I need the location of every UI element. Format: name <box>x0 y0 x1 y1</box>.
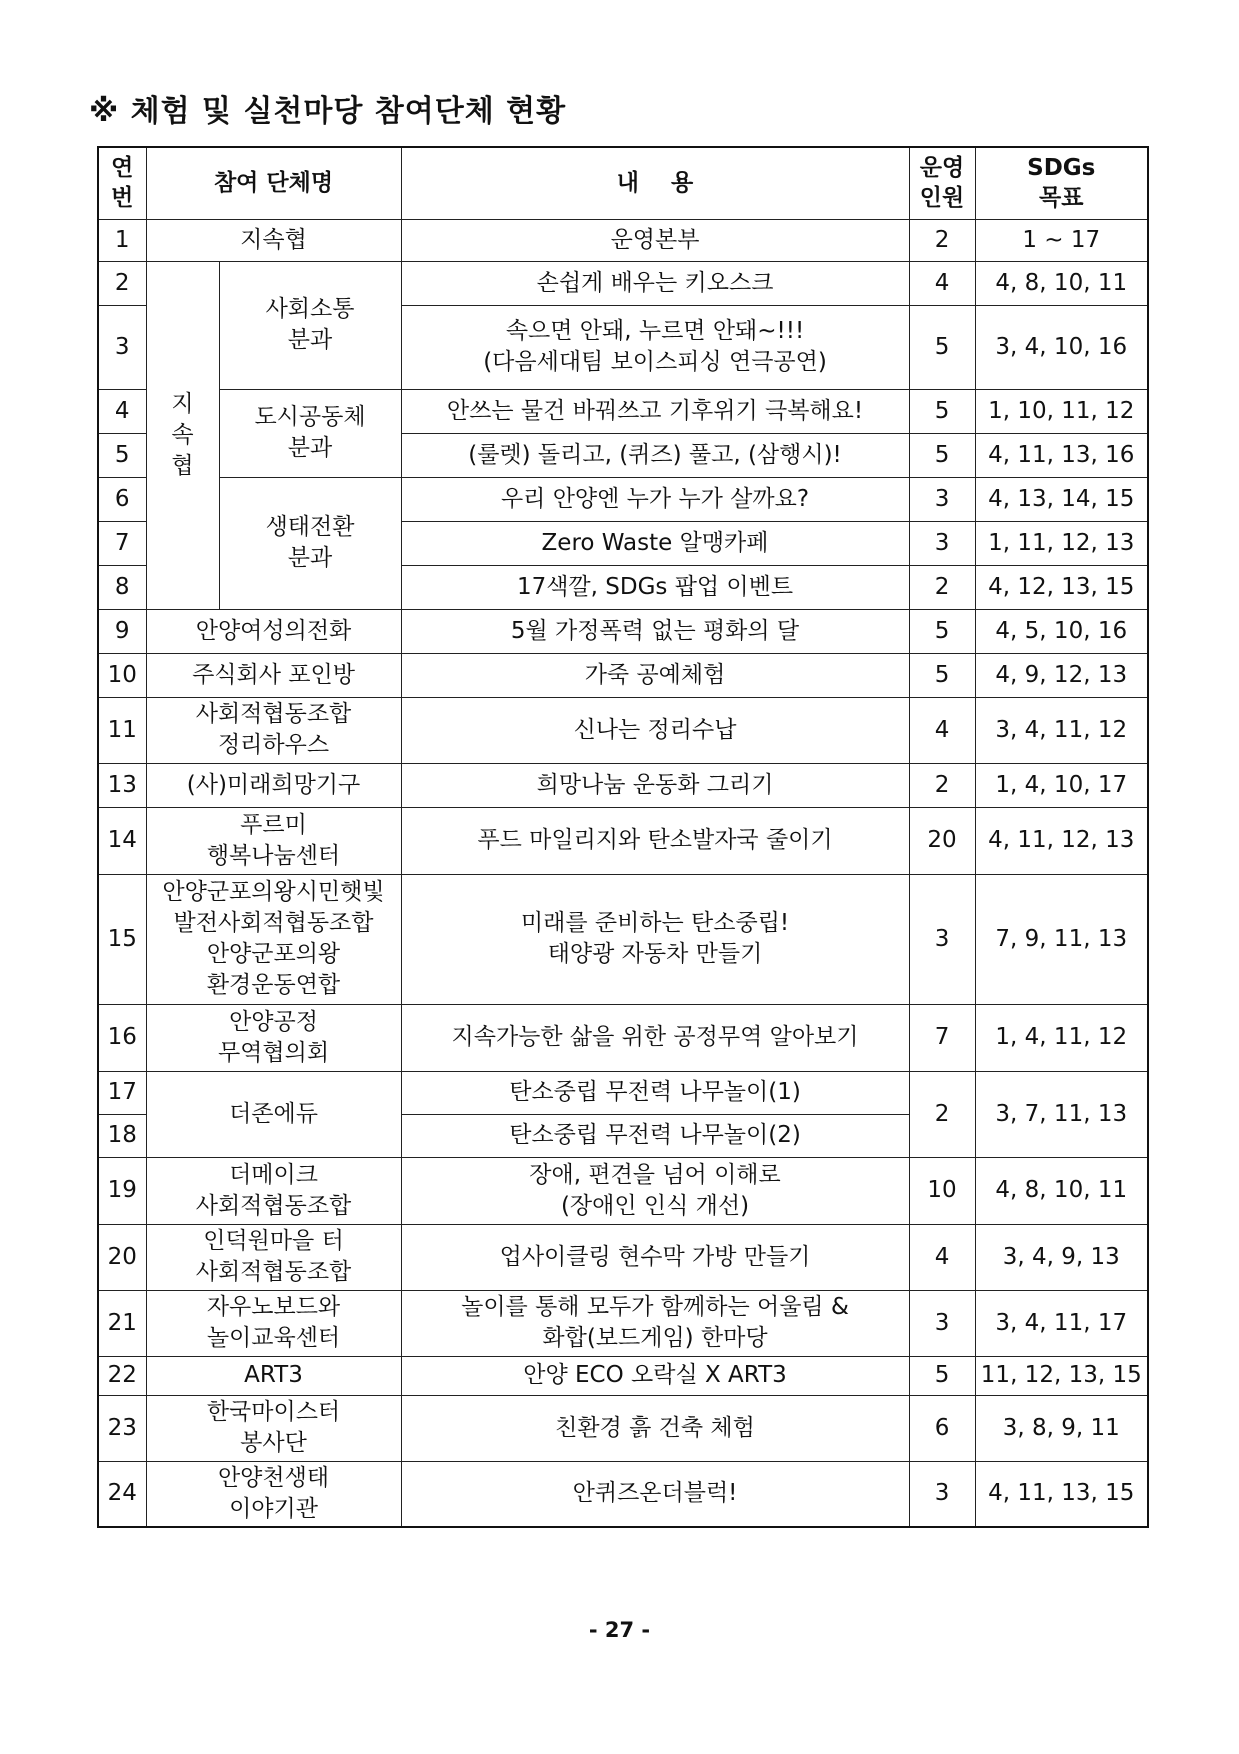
table-row <box>98 1224 1148 1290</box>
content-cell: 놀이를 통해 모두가 함께하는 어울림 & 화합(보드게임) 한마당 <box>401 1290 909 1356</box>
sdgs-goals: 3, 4, 11, 17 <box>975 1290 1148 1356</box>
org-name: 안양여성의전화 <box>146 609 401 653</box>
table-row <box>98 697 1148 763</box>
row-number: 2 <box>98 261 146 305</box>
staff-count: 2 <box>909 763 975 807</box>
content-cell: 탄소중립 무전력 나무놀이(2) <box>401 1114 909 1157</box>
page-number: - 27 - <box>588 1618 651 1642</box>
staff-count: 5 <box>909 609 975 653</box>
sdgs-goals: 4, 5, 10, 16 <box>975 609 1148 653</box>
staff-count: 20 <box>909 807 975 874</box>
org-name: (사)미래희망기구 <box>146 763 401 807</box>
org-name: 주식회사 포인방 <box>146 653 401 697</box>
staff-count: 3 <box>909 1290 975 1356</box>
content-cell: 신나는 정리수납 <box>401 697 909 763</box>
row-number: 10 <box>98 653 146 697</box>
content-cell: 안양 ECO 오락실 X ART3 <box>401 1356 909 1395</box>
sdgs-goals: 3, 7, 11, 13 <box>975 1071 1148 1157</box>
table-row <box>98 609 1148 653</box>
content-cell: 친환경 흙 건축 체험 <box>401 1395 909 1461</box>
row-number: 9 <box>98 609 146 653</box>
sdgs-goals: 4, 12, 13, 15 <box>975 565 1148 609</box>
group-name: 지 속 협 <box>146 261 219 609</box>
row-number: 1 <box>98 219 146 261</box>
row-number: 3 <box>98 305 146 389</box>
staff-count: 3 <box>909 1461 975 1527</box>
staff-count: 2 <box>909 1071 975 1157</box>
table-row <box>98 1157 1148 1224</box>
sdgs-goals: 4, 11, 12, 13 <box>975 807 1148 874</box>
org-name: ART3 <box>146 1356 401 1395</box>
staff-count: 3 <box>909 521 975 565</box>
subgroup-name: 생태전환 분과 <box>219 477 401 609</box>
row-number: 21 <box>98 1290 146 1356</box>
header-no: 연 번 <box>98 147 146 219</box>
sdgs-goals: 1, 4, 10, 17 <box>975 763 1148 807</box>
row-number: 5 <box>98 433 146 477</box>
row-number: 19 <box>98 1157 146 1224</box>
header-row <box>98 147 1148 219</box>
table-row <box>98 389 1148 433</box>
org-name: 안양천생태 이야기관 <box>146 1461 401 1527</box>
staff-count: 5 <box>909 389 975 433</box>
sdgs-goals: 3, 8, 9, 11 <box>975 1395 1148 1461</box>
staff-count: 5 <box>909 433 975 477</box>
subgroup-name: 도시공동체 분과 <box>219 389 401 477</box>
sdgs-goals: 1, 4, 11, 12 <box>975 1004 1148 1071</box>
row-number: 22 <box>98 1356 146 1395</box>
row-number: 24 <box>98 1461 146 1527</box>
row-number: 16 <box>98 1004 146 1071</box>
content-cell: 안쓰는 물건 바꿔쓰고 기후위기 극복해요! <box>401 389 909 433</box>
content-cell: Zero Waste 알맹카페 <box>401 521 909 565</box>
org-name: 지속협 <box>146 219 401 261</box>
row-number: 11 <box>98 697 146 763</box>
content-cell: 미래를 준비하는 탄소중립! 태양광 자동차 만들기 <box>401 874 909 1004</box>
row-number: 15 <box>98 874 146 1004</box>
header-sdgs: SDGs 목표 <box>975 147 1148 219</box>
content-cell: 탄소중립 무전력 나무놀이(1) <box>401 1071 909 1114</box>
staff-count: 5 <box>909 305 975 389</box>
content-cell: 5월 가정폭력 없는 평화의 달 <box>401 609 909 653</box>
table-row <box>98 1004 1148 1071</box>
sdgs-goals: 1, 11, 12, 13 <box>975 521 1148 565</box>
staff-count: 3 <box>909 477 975 521</box>
content-cell: 손쉽게 배우는 키오스크 <box>401 261 909 305</box>
content-cell: 17색깔, SDGs 팝업 이벤트 <box>401 565 909 609</box>
sdgs-goals: 3, 4, 11, 12 <box>975 697 1148 763</box>
sdgs-goals: 11, 12, 13, 15 <box>975 1356 1148 1395</box>
content-cell: 우리 안양엔 누가 누가 살까요? <box>401 477 909 521</box>
staff-count: 2 <box>909 219 975 261</box>
sdgs-goals: 7, 9, 11, 13 <box>975 874 1148 1004</box>
org-name: 자우노보드와 놀이교육센터 <box>146 1290 401 1356</box>
staff-count: 10 <box>909 1157 975 1224</box>
content-cell: 업사이클링 현수막 가방 만들기 <box>401 1224 909 1290</box>
row-number: 7 <box>98 521 146 565</box>
row-number: 4 <box>98 389 146 433</box>
header-staff: 운영 인원 <box>909 147 975 219</box>
content-cell: 지속가능한 삶을 위한 공정무역 알아보기 <box>401 1004 909 1071</box>
row-number: 17 <box>98 1071 146 1114</box>
content-cell: 장애, 편견을 넘어 이해로 (장애인 인식 개선) <box>401 1157 909 1224</box>
sdgs-goals: 3, 4, 9, 13 <box>975 1224 1148 1290</box>
content-cell: 운영본부 <box>401 219 909 261</box>
org-name: 더존에듀 <box>146 1071 401 1157</box>
table-row <box>98 1395 1148 1461</box>
table-row <box>98 477 1148 521</box>
content-cell: 희망나눔 운동화 그리기 <box>401 763 909 807</box>
content-cell: (룰렛) 돌리고, (퀴즈) 풀고, (삼행시)! <box>401 433 909 477</box>
page-title: ※ 체험 및 실천마당 참여단체 현황 <box>89 94 567 129</box>
table-row <box>98 653 1148 697</box>
org-name: 한국마이스터 봉사단 <box>146 1395 401 1461</box>
table-row <box>98 1461 1148 1527</box>
row-number: 13 <box>98 763 146 807</box>
row-number: 18 <box>98 1114 146 1157</box>
sdgs-goals: 3, 4, 10, 16 <box>975 305 1148 389</box>
org-name: 인덕원마을 터 사회적협동조합 <box>146 1224 401 1290</box>
content-cell: 속으면 안돼, 누르면 안돼~!!! (다음세대팀 보이스피싱 연극공연) <box>401 305 909 389</box>
content-cell: 푸드 마일리지와 탄소발자국 줄이기 <box>401 807 909 874</box>
sdgs-goals: 4, 8, 10, 11 <box>975 261 1148 305</box>
staff-count: 6 <box>909 1395 975 1461</box>
participants-table <box>97 146 1149 1528</box>
header-org: 참여 단체명 <box>146 147 401 219</box>
sdgs-goals: 4, 13, 14, 15 <box>975 477 1148 521</box>
sdgs-goals: 1, 10, 11, 12 <box>975 389 1148 433</box>
staff-count: 4 <box>909 261 975 305</box>
row-number: 20 <box>98 1224 146 1290</box>
table-row <box>98 219 1148 261</box>
staff-count: 5 <box>909 653 975 697</box>
staff-count: 4 <box>909 697 975 763</box>
sdgs-goals: 4, 11, 13, 15 <box>975 1461 1148 1527</box>
table-row <box>98 763 1148 807</box>
staff-count: 2 <box>909 565 975 609</box>
content-cell: 안퀴즈온더블럭! <box>401 1461 909 1527</box>
staff-count: 7 <box>909 1004 975 1071</box>
sdgs-goals: 4, 11, 13, 16 <box>975 433 1148 477</box>
content-cell: 가죽 공예체험 <box>401 653 909 697</box>
table-row <box>98 1356 1148 1395</box>
staff-count: 5 <box>909 1356 975 1395</box>
org-name: 푸르미 행복나눔센터 <box>146 807 401 874</box>
table-row <box>98 807 1148 874</box>
staff-count: 3 <box>909 874 975 1004</box>
subgroup-name: 사회소통 분과 <box>219 261 401 389</box>
row-number: 14 <box>98 807 146 874</box>
sdgs-goals: 1 ~ 17 <box>975 219 1148 261</box>
org-name: 사회적협동조합 정리하우스 <box>146 697 401 763</box>
table-row <box>98 261 1148 305</box>
table-row <box>98 1071 1148 1114</box>
staff-count: 4 <box>909 1224 975 1290</box>
org-name: 안양군포의왕시민햇빛 발전사회적협동조합 안양군포의왕 환경운동연합 <box>146 874 401 1004</box>
table-row <box>98 874 1148 1004</box>
org-name: 안양공정 무역협의회 <box>146 1004 401 1071</box>
header-content: 내 용 <box>401 147 909 219</box>
row-number: 8 <box>98 565 146 609</box>
row-number: 6 <box>98 477 146 521</box>
org-name: 더메이크 사회적협동조합 <box>146 1157 401 1224</box>
sdgs-goals: 4, 8, 10, 11 <box>975 1157 1148 1224</box>
row-number: 23 <box>98 1395 146 1461</box>
table-row <box>98 1290 1148 1356</box>
sdgs-goals: 4, 9, 12, 13 <box>975 653 1148 697</box>
